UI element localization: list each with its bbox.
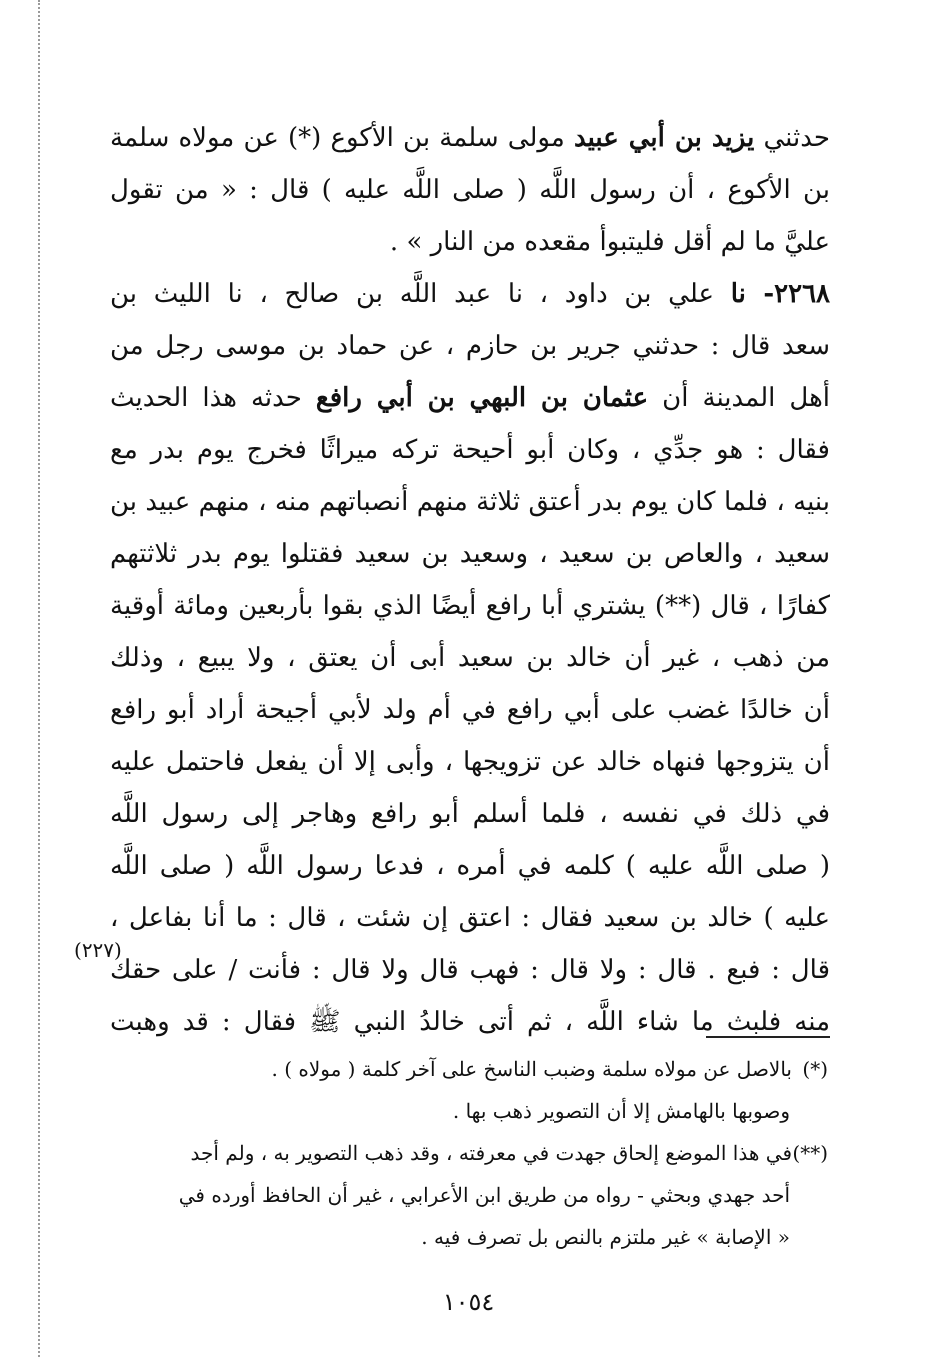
line-text: أهل المدينة أن: [648, 383, 830, 413]
text-line: [110, 944, 830, 996]
narrator-name: يزيد بن أبي عبيد: [573, 123, 755, 153]
line-text: أن خالدًا غضب على أبي رافع في أم ولد لأبي أجيحة أراد أبو رافع: [110, 695, 830, 725]
text-line: [110, 268, 830, 320]
footnote-line: [112, 1048, 828, 1090]
scan-edge-divider: [38, 0, 40, 1357]
line-text: في ذلك في نفسه ، فلما أسلم أبو رافع وهاجر إلى رسول اللَّه: [110, 799, 830, 829]
text-line: [110, 372, 830, 424]
page-number: ١٠٥٤: [442, 1288, 495, 1316]
line-text: سعد قال : حدثني جرير بن حازم ، عن حماد بن موسى رجل من: [110, 331, 830, 361]
text-line: [110, 580, 830, 632]
line-text: عليَّ ما لم أقل فليتبوأ مقعده من النار » .: [389, 227, 830, 257]
text-line: [110, 996, 830, 1048]
line-text: من ذهب ، غير أن خالد بن سعيد أبى أن يعتق ، ولا يبيع ، وذلك: [110, 643, 830, 673]
text-line: [110, 216, 830, 268]
text-line: [110, 164, 830, 216]
footnote-line: [112, 1090, 828, 1132]
footnote-line: [112, 1174, 828, 1216]
main-text: [110, 112, 830, 1048]
line-text-continued: مولى سلمة بن الأكوع (*) عن مولاه سلمة: [110, 123, 574, 153]
footnote-text: وصوبها بالهامش إلا أن التصوير ذهب بها .: [452, 1099, 790, 1123]
footnote-text: « الإصابة » غير ملتزم بالنص بل تصرف فيه .: [421, 1225, 790, 1249]
text-line: [110, 788, 830, 840]
text-line: [110, 632, 830, 684]
hadith-number: ٢٢٦٨- نا: [730, 279, 830, 309]
line-text: علي بن داود ، نا عبد اللَّه بن صالح ، نا الليث بن: [110, 279, 731, 309]
footnote-text: في هذا الموضع إلحاق جهدت في معرفته ، وقد ذهب التصوير به ، ولم أجد: [190, 1141, 792, 1165]
text-line: [110, 112, 830, 164]
line-text: سعيد ، والعاص بن سعيد ، وسعيد بن سعيد فقتلوا يوم بدر ثلاثتهم: [110, 539, 830, 569]
line-text: حدثني: [754, 123, 830, 153]
text-line: [110, 684, 830, 736]
line-text: كفارًا ، قال (**) يشتري أبا رافع أيضًا الذي بقوا بأربعين ومائة أوقية: [110, 591, 830, 621]
footnote-marker: (*): [802, 1057, 828, 1081]
line-text: بنيه ، فلما كان يوم بدر أعتق ثلاثة منهم أنصباتهم منه ، منهم عبيد بن: [110, 487, 830, 517]
text-line: [110, 736, 830, 788]
footnote-text: بالاصل عن مولاه سلمة وضبب الناسخ على آخر كلمة ( مولاه ) .: [271, 1057, 792, 1081]
line-text: بن الأكوع ، أن رسول اللَّه ( صلى اللَّه عليه ) قال : « من تقول: [110, 175, 830, 205]
text-line: [110, 424, 830, 476]
text-line: [110, 476, 830, 528]
line-text: ( صلى اللَّه عليه ) كلمه في أمره ، فدعا رسول اللَّه ( صلى اللَّه: [110, 851, 830, 881]
footnote-text: أحد جهدي وبحثي - رواه من طريق ابن الأعرابي ، غير أن الحافظ أورده في: [178, 1183, 790, 1207]
line-text: منه فلبث ما شاء اللَّه ، ثم أتى خالدُ النبي ﷺ فقال : قد وهبت: [110, 1007, 830, 1037]
footnote-line: [112, 1216, 828, 1258]
line-text: عليه ) خالد بن سعيد فقال : اعتق إن شئت ، قال : ما أنا بفاعل ،: [110, 903, 830, 933]
footnotes: [112, 1048, 828, 1258]
narrator-name: عثمان بن البهي بن أبي رافع: [315, 383, 649, 413]
text-line: [110, 528, 830, 580]
text-line: [110, 320, 830, 372]
footnote-rule: [706, 1036, 830, 1038]
footnote-marker: (**): [792, 1141, 828, 1165]
text-line: [110, 892, 830, 944]
line-text: قال : فبع . قال : ولا قال : فهب قال ولا قال : فأنت / على حقك: [110, 955, 830, 985]
footnote-line: [112, 1132, 828, 1174]
line-text-continued: حدثه هذا الحديث: [110, 383, 316, 413]
margin-note: (٢٢٧): [74, 938, 122, 962]
line-text: أن يتزوجها فنهاه خالد عن تزويجها ، وأبى إلا أن يفعل فاحتمل عليه: [110, 747, 830, 777]
line-text: فقال : هو جدِّي ، وكان أبو أحيحة تركه ميراثًا فخرج يوم بدر مع: [110, 435, 830, 465]
text-line: [110, 840, 830, 892]
